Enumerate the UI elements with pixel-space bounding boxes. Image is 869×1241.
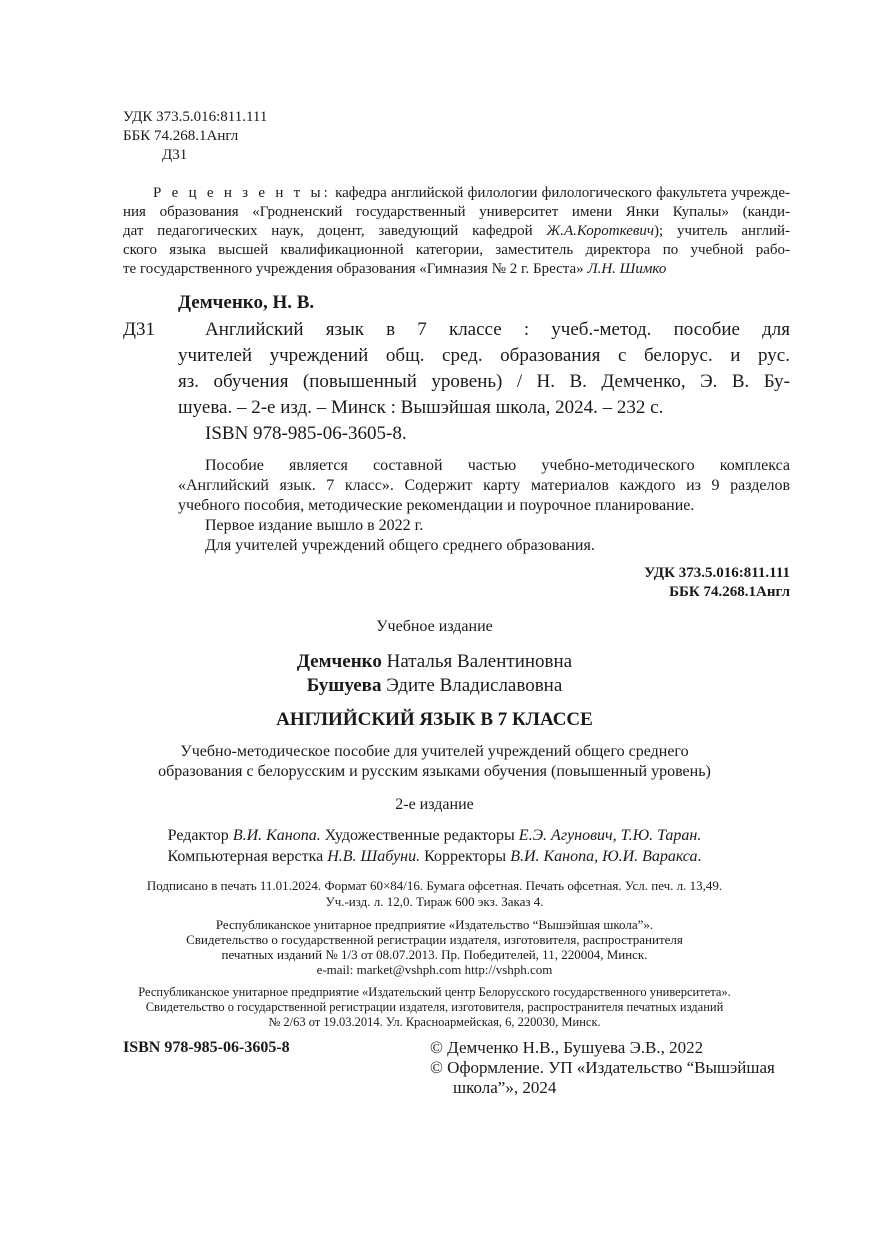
publisher-line-3: печатных изданий № 1/3 от 08.07.2013. Пр. Победителей, 11, 220004, Минск. xyxy=(221,947,648,962)
bib-line-1: Английский язык в 7 классе : учеб.-метод. пособие для xyxy=(205,319,790,340)
author-2: Бушуева Эдите Владиславовна xyxy=(306,675,563,696)
udk-code: УДК 373.5.016:811.111 xyxy=(123,109,268,125)
staff-line-2: Компьютерная верстка Н.В. Шабуни. Корректоры В.И. Канопа, Ю.И. Варакса. xyxy=(167,848,702,865)
annotation-line-3: учебного пособия, методические рекомендации и поурочное планирование. xyxy=(178,497,695,514)
bbk-code: ББК 74.268.1Англ xyxy=(123,128,239,144)
bib-line-2: учителей учреждений общ. сред. образования с белорус. и рус. xyxy=(178,345,790,366)
bib-code: Д31 xyxy=(123,319,155,340)
book-title: АНГЛИЙСКИЙ ЯЗЫК В 7 КЛАССЕ xyxy=(276,709,593,730)
subtitle-line-1: Учебно-методическое пособие для учителей учреждений общего среднего xyxy=(180,743,689,760)
copyright-design-cont: школа”», 2024 xyxy=(453,1078,557,1097)
bib-line-3: яз. обучения (повышенный уровень) / Н. В. Демченко, Э. В. Бу- xyxy=(178,371,790,392)
reviewers-line-2: ния образования «Гродненский государственный университет имени Янки Купалы» (канди- xyxy=(123,204,790,220)
subtitle-line-2: образования с белорусским и русским языками обучения (повышенный уровень) xyxy=(158,763,711,780)
reviewers-label: Р е ц е н з е н т ы: xyxy=(153,185,331,201)
printer-line-3: № 2/63 от 19.03.2014. Ул. Красноармейская, 6, 220030, Минск. xyxy=(268,1015,601,1029)
reviewers-line-5: те государственного учреждения образования «Гимназия № 2 г. Бреста» Л.Н. Шимко xyxy=(123,261,667,277)
publisher-contacts: e-mail: market@vshph.com http://vshph.com xyxy=(316,962,553,977)
author-1: Демченко Наталья Валентиновна xyxy=(296,651,573,672)
footer-isbn: ISBN 978-985-06-3605-8 xyxy=(123,1039,290,1056)
publisher-line-1: Республиканское унитарное предприятие «Издательство “Вышэйшая школа”». xyxy=(215,917,654,932)
reviewers-line-4: ского языка высшей квалификационной категории, заместитель директора по учебной рабо- xyxy=(123,242,790,258)
author-sign: Д31 xyxy=(162,147,188,163)
bib-line-4: шуева. – 2-е изд. – Минск : Вышэйшая школа, 2024. – 232 с. xyxy=(178,397,664,418)
bib-author: Демченко, Н. В. xyxy=(178,292,315,313)
copyright-authors: © Демченко Н.В., Бушуева Э.В., 2022 xyxy=(430,1038,704,1057)
annotation-line-5: Для учителей учреждений общего среднего образования. xyxy=(205,537,595,554)
annotation-line-2: «Английский язык. 7 класс». Содержит карту материалов каждого из 9 разделов xyxy=(178,477,790,494)
annotation-line-4: Первое издание вышло в 2022 г. xyxy=(205,517,424,534)
udk-code-right: УДК 373.5.016:811.111 xyxy=(644,565,790,581)
annotation-line-1: Пособие является составной частью учебно-методического комплекса xyxy=(205,457,790,474)
bib-isbn: ISBN 978-985-06-3605-8. xyxy=(205,423,407,444)
reviewers-line-3: дат педагогических наук, доцент, заведующий кафедрой Ж.А.Короткевич); учитель англий- xyxy=(123,223,790,239)
reviewer-name: Л.Н. Шимко xyxy=(587,261,667,277)
publisher-line-2: Свидетельство о государственной регистрации издателя, изготовителя, распространителя xyxy=(186,932,683,947)
print-info-line-2: Уч.-изд. л. 12,0. Тираж 600 экз. Заказ 4. xyxy=(325,894,544,909)
staff-line-1: Редактор В.И. Канопа. Художественные редакторы Е.Э. Агунович, Т.Ю. Таран. xyxy=(167,827,702,844)
print-info-line-1: Подписано в печать 11.01.2024. Формат 60×84/16. Бумага офсетная. Печать офсетная. Усл. печ. л. 13,49. xyxy=(146,878,723,893)
printer-line-1: Республиканское унитарное предприятие «Издательский центр Белорусского государственного университета». xyxy=(138,985,731,999)
reviewers-line-1: Р е ц е н з е н т ы: кафедра английской филологии филологического факультета учрежде- xyxy=(153,185,791,201)
reviewer-name: Ж.А.Короткевич xyxy=(546,223,655,239)
bbk-code-right: ББК 74.268.1Англ xyxy=(669,584,790,600)
copyright-design: © Оформление. УП «Издательство “Вышэйшая xyxy=(430,1058,775,1077)
printer-line-2: Свидетельство о государственной регистрации издателя, изготовителя, распространителя печатных изданий xyxy=(145,1000,724,1014)
edition-number: 2-е издание xyxy=(395,796,474,813)
edition-type: Учебное издание xyxy=(376,618,493,635)
